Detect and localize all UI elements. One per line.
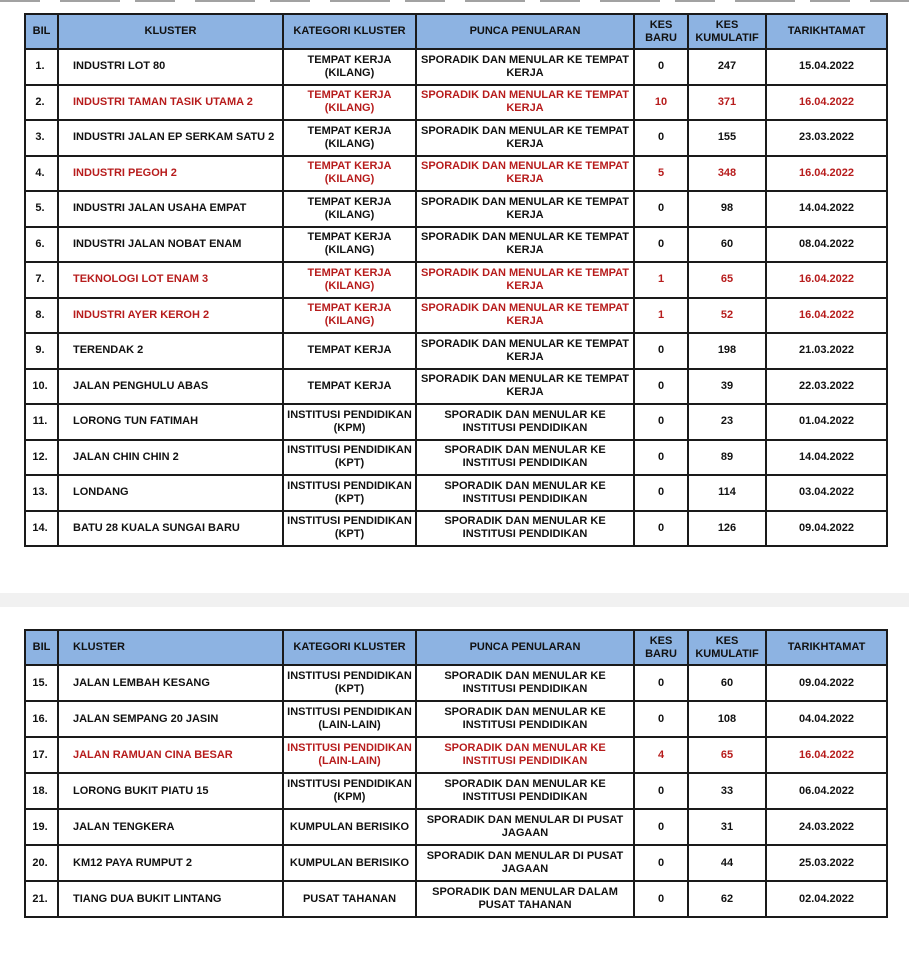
cell-kluster: INDUSTRI TAMAN TASIK UTAMA 2 [58,85,283,121]
table-row [25,440,887,476]
cell-kategori: KUMPULAN BERISIKO [283,845,416,881]
cell-tarikh: 25.03.2022 [766,845,887,881]
header-kluster: KLUSTER [58,630,283,665]
cell-punca: SPORADIK DAN MENULAR KE TEMPAT KERJA [416,369,634,405]
table-row [25,701,887,737]
cell-kes-kumulatif: 65 [688,262,766,298]
cell-kes-kumulatif: 31 [688,809,766,845]
cell-kes-baru: 0 [634,809,688,845]
table-row [25,120,887,156]
cell-bil: 4. [25,156,58,192]
cell-tarikh: 04.04.2022 [766,701,887,737]
cell-tarikh: 16.04.2022 [766,156,887,192]
cell-bil: 8. [25,298,58,334]
cell-kategori: PUSAT TAHANAN [283,881,416,917]
cell-kes-baru: 0 [634,120,688,156]
cell-kes-baru: 0 [634,665,688,701]
cell-bil: 3. [25,120,58,156]
cell-kategori: INSTITUSI PENDIDIKAN (LAIN-LAIN) [283,737,416,773]
table-row [25,665,887,701]
cell-kes-kumulatif: 371 [688,85,766,121]
cell-punca: SPORADIK DAN MENULAR KE INSTITUSI PENDIDIKAN [416,440,634,476]
cell-punca: SPORADIK DAN MENULAR KE INSTITUSI PENDIDIKAN [416,665,634,701]
cell-kategori: INSTITUSI PENDIDIKAN (KPT) [283,665,416,701]
cell-kategori: TEMPAT KERJA (KILANG) [283,156,416,192]
cell-kes-kumulatif: 44 [688,845,766,881]
table-row [25,845,887,881]
cluster-table-2 [24,629,888,918]
cell-kategori: INSTITUSI PENDIDIKAN (KPM) [283,773,416,809]
cell-kategori: TEMPAT KERJA (KILANG) [283,49,416,85]
cell-kluster: INDUSTRI AYER KEROH 2 [58,298,283,334]
page-separator [0,593,909,607]
cell-tarikh: 16.04.2022 [766,85,887,121]
cell-kluster: LORONG TUN FATIMAH [58,404,283,440]
cell-kes-kumulatif: 33 [688,773,766,809]
cell-bil: 19. [25,809,58,845]
table-row [25,369,887,405]
cell-kes-kumulatif: 114 [688,475,766,511]
cell-punca: SPORADIK DAN MENULAR KE TEMPAT KERJA [416,120,634,156]
cell-kategori: TEMPAT KERJA (KILANG) [283,298,416,334]
cell-kes-baru: 1 [634,262,688,298]
cell-kategori: KUMPULAN BERISIKO [283,809,416,845]
cell-kes-kumulatif: 126 [688,511,766,547]
cell-kes-kumulatif: 65 [688,737,766,773]
cell-punca: SPORADIK DAN MENULAR KE INSTITUSI PENDIDIKAN [416,773,634,809]
cell-tarikh: 02.04.2022 [766,881,887,917]
cell-kategori: TEMPAT KERJA (KILANG) [283,262,416,298]
cell-tarikh: 24.03.2022 [766,809,887,845]
table-row [25,262,887,298]
cell-bil: 14. [25,511,58,547]
cell-bil: 1. [25,49,58,85]
cell-tarikh: 16.04.2022 [766,298,887,334]
table-row [25,191,887,227]
header-tarikh: TARIKHTAMAT [766,14,887,49]
cell-kes-baru: 0 [634,511,688,547]
cell-bil: 21. [25,881,58,917]
cell-kes-baru: 0 [634,49,688,85]
table-row [25,227,887,263]
cell-kluster: INDUSTRI JALAN USAHA EMPAT [58,191,283,227]
cell-bil: 17. [25,737,58,773]
cell-kategori: TEMPAT KERJA [283,333,416,369]
cell-punca: SPORADIK DAN MENULAR KE INSTITUSI PENDIDIKAN [416,511,634,547]
cell-kes-kumulatif: 39 [688,369,766,405]
cell-kluster: TIANG DUA BUKIT LINTANG [58,881,283,917]
header-kluster: KLUSTER [58,14,283,49]
cell-kategori: TEMPAT KERJA [283,369,416,405]
cell-kes-kumulatif: 23 [688,404,766,440]
cell-punca: SPORADIK DAN MENULAR KE TEMPAT KERJA [416,191,634,227]
cell-kluster: BATU 28 KUALA SUNGAI BARU [58,511,283,547]
cell-tarikh: 16.04.2022 [766,737,887,773]
cell-kes-kumulatif: 348 [688,156,766,192]
cell-bil: 7. [25,262,58,298]
cell-punca: SPORADIK DAN MENULAR DI PUSAT JAGAAN [416,845,634,881]
cell-kes-kumulatif: 89 [688,440,766,476]
cell-kluster: TERENDAK 2 [58,333,283,369]
cell-kluster: KM12 PAYA RUMPUT 2 [58,845,283,881]
cell-kes-baru: 10 [634,85,688,121]
cell-bil: 13. [25,475,58,511]
cell-bil: 10. [25,369,58,405]
table-row [25,881,887,917]
cell-bil: 2. [25,85,58,121]
cell-bil: 9. [25,333,58,369]
cell-bil: 6. [25,227,58,263]
cell-kes-baru: 5 [634,156,688,192]
cell-kategori: TEMPAT KERJA (KILANG) [283,191,416,227]
header-row [25,14,887,49]
cell-bil: 20. [25,845,58,881]
cell-kes-baru: 0 [634,773,688,809]
cell-kes-baru: 0 [634,845,688,881]
table-row [25,156,887,192]
cell-kes-baru: 0 [634,701,688,737]
cell-kes-kumulatif: 60 [688,227,766,263]
cell-kes-baru: 0 [634,227,688,263]
cell-kes-baru: 0 [634,475,688,511]
header-kategori: KATEGORI KLUSTER [283,630,416,665]
cell-kluster: JALAN CHIN CHIN 2 [58,440,283,476]
cell-bil: 15. [25,665,58,701]
cell-kluster: JALAN LEMBAH KESANG [58,665,283,701]
header-punca: PUNCA PENULARAN [416,630,634,665]
cell-kes-kumulatif: 155 [688,120,766,156]
cropped-top-text [0,0,909,6]
table-row [25,475,887,511]
cell-kes-kumulatif: 198 [688,333,766,369]
cell-kategori: TEMPAT KERJA (KILANG) [283,120,416,156]
cell-punca: SPORADIK DAN MENULAR DI PUSAT JAGAAN [416,809,634,845]
header-bil: BIL [25,630,58,665]
cluster-table-1 [24,13,888,547]
cell-kategori: TEMPAT KERJA (KILANG) [283,85,416,121]
cell-kluster: JALAN TENGKERA [58,809,283,845]
cell-tarikh: 21.03.2022 [766,333,887,369]
cell-tarikh: 23.03.2022 [766,120,887,156]
cell-kluster: INDUSTRI JALAN EP SERKAM SATU 2 [58,120,283,156]
cell-punca: SPORADIK DAN MENULAR KE INSTITUSI PENDIDIKAN [416,737,634,773]
table-row [25,49,887,85]
cell-punca: SPORADIK DAN MENULAR KE INSTITUSI PENDIDIKAN [416,475,634,511]
cell-kluster: TEKNOLOGI LOT ENAM 3 [58,262,283,298]
header-kes-baru: KES BARU [634,14,688,49]
cell-kes-baru: 0 [634,404,688,440]
cell-kluster: INDUSTRI JALAN NOBAT ENAM [58,227,283,263]
cell-kes-baru: 0 [634,191,688,227]
cell-kes-baru: 4 [634,737,688,773]
cell-kluster: JALAN RAMUAN CINA BESAR [58,737,283,773]
cell-tarikh: 01.04.2022 [766,404,887,440]
cell-kluster: INDUSTRI PEGOH 2 [58,156,283,192]
cell-tarikh: 15.04.2022 [766,49,887,85]
cell-kes-kumulatif: 62 [688,881,766,917]
cell-kluster: LONDANG [58,475,283,511]
cell-kluster: LORONG BUKIT PIATU 15 [58,773,283,809]
header-kes-baru: KES BARU [634,630,688,665]
cell-tarikh: 09.04.2022 [766,511,887,547]
cell-kes-kumulatif: 247 [688,49,766,85]
cell-tarikh: 14.04.2022 [766,440,887,476]
cell-kategori: INSTITUSI PENDIDIKAN (LAIN-LAIN) [283,701,416,737]
table-row [25,85,887,121]
cell-punca: SPORADIK DAN MENULAR DALAM PUSAT TAHANAN [416,881,634,917]
header-kes-kumulatif: KES KUMULATIF [688,14,766,49]
cell-punca: SPORADIK DAN MENULAR KE TEMPAT KERJA [416,227,634,263]
cell-kes-baru: 0 [634,369,688,405]
cell-kategori: INSTITUSI PENDIDIKAN (KPM) [283,404,416,440]
cell-kes-kumulatif: 98 [688,191,766,227]
cell-kes-kumulatif: 52 [688,298,766,334]
cell-kes-baru: 0 [634,333,688,369]
cell-kategori: TEMPAT KERJA (KILANG) [283,227,416,263]
cell-tarikh: 06.04.2022 [766,773,887,809]
table-row [25,511,887,547]
header-kes-kumulatif: KES KUMULATIF [688,630,766,665]
table-row [25,298,887,334]
cell-kategori: INSTITUSI PENDIDIKAN (KPT) [283,440,416,476]
table-row [25,404,887,440]
table-row [25,809,887,845]
header-bil: BIL [25,14,58,49]
cell-kes-baru: 1 [634,298,688,334]
cell-punca: SPORADIK DAN MENULAR KE TEMPAT KERJA [416,262,634,298]
cell-tarikh: 03.04.2022 [766,475,887,511]
table-row [25,773,887,809]
cell-bil: 12. [25,440,58,476]
cell-punca: SPORADIK DAN MENULAR KE TEMPAT KERJA [416,156,634,192]
cell-kes-kumulatif: 60 [688,665,766,701]
cell-tarikh: 08.04.2022 [766,227,887,263]
cell-kluster: JALAN PENGHULU ABAS [58,369,283,405]
table-row [25,333,887,369]
cell-kategori: INSTITUSI PENDIDIKAN (KPT) [283,475,416,511]
cell-bil: 5. [25,191,58,227]
cell-tarikh: 16.04.2022 [766,262,887,298]
cell-bil: 11. [25,404,58,440]
table-row [25,737,887,773]
cell-tarikh: 14.04.2022 [766,191,887,227]
cell-kes-baru: 0 [634,440,688,476]
cell-tarikh: 22.03.2022 [766,369,887,405]
cell-kluster: INDUSTRI LOT 80 [58,49,283,85]
cell-kluster: JALAN SEMPANG 20 JASIN [58,701,283,737]
cell-punca: SPORADIK DAN MENULAR KE TEMPAT KERJA [416,333,634,369]
cell-punca: SPORADIK DAN MENULAR KE INSTITUSI PENDIDIKAN [416,404,634,440]
cell-bil: 18. [25,773,58,809]
cell-kes-kumulatif: 108 [688,701,766,737]
cell-kategori: INSTITUSI PENDIDIKAN (KPT) [283,511,416,547]
cell-tarikh: 09.04.2022 [766,665,887,701]
header-tarikh: TARIKHTAMAT [766,630,887,665]
cell-punca: SPORADIK DAN MENULAR KE TEMPAT KERJA [416,49,634,85]
cell-kes-baru: 0 [634,881,688,917]
header-kategori: KATEGORI KLUSTER [283,14,416,49]
header-row [25,630,887,665]
cell-punca: SPORADIK DAN MENULAR KE TEMPAT KERJA [416,298,634,334]
cell-punca: SPORADIK DAN MENULAR KE TEMPAT KERJA [416,85,634,121]
header-punca: PUNCA PENULARAN [416,14,634,49]
cell-punca: SPORADIK DAN MENULAR KE INSTITUSI PENDIDIKAN [416,701,634,737]
cell-bil: 16. [25,701,58,737]
